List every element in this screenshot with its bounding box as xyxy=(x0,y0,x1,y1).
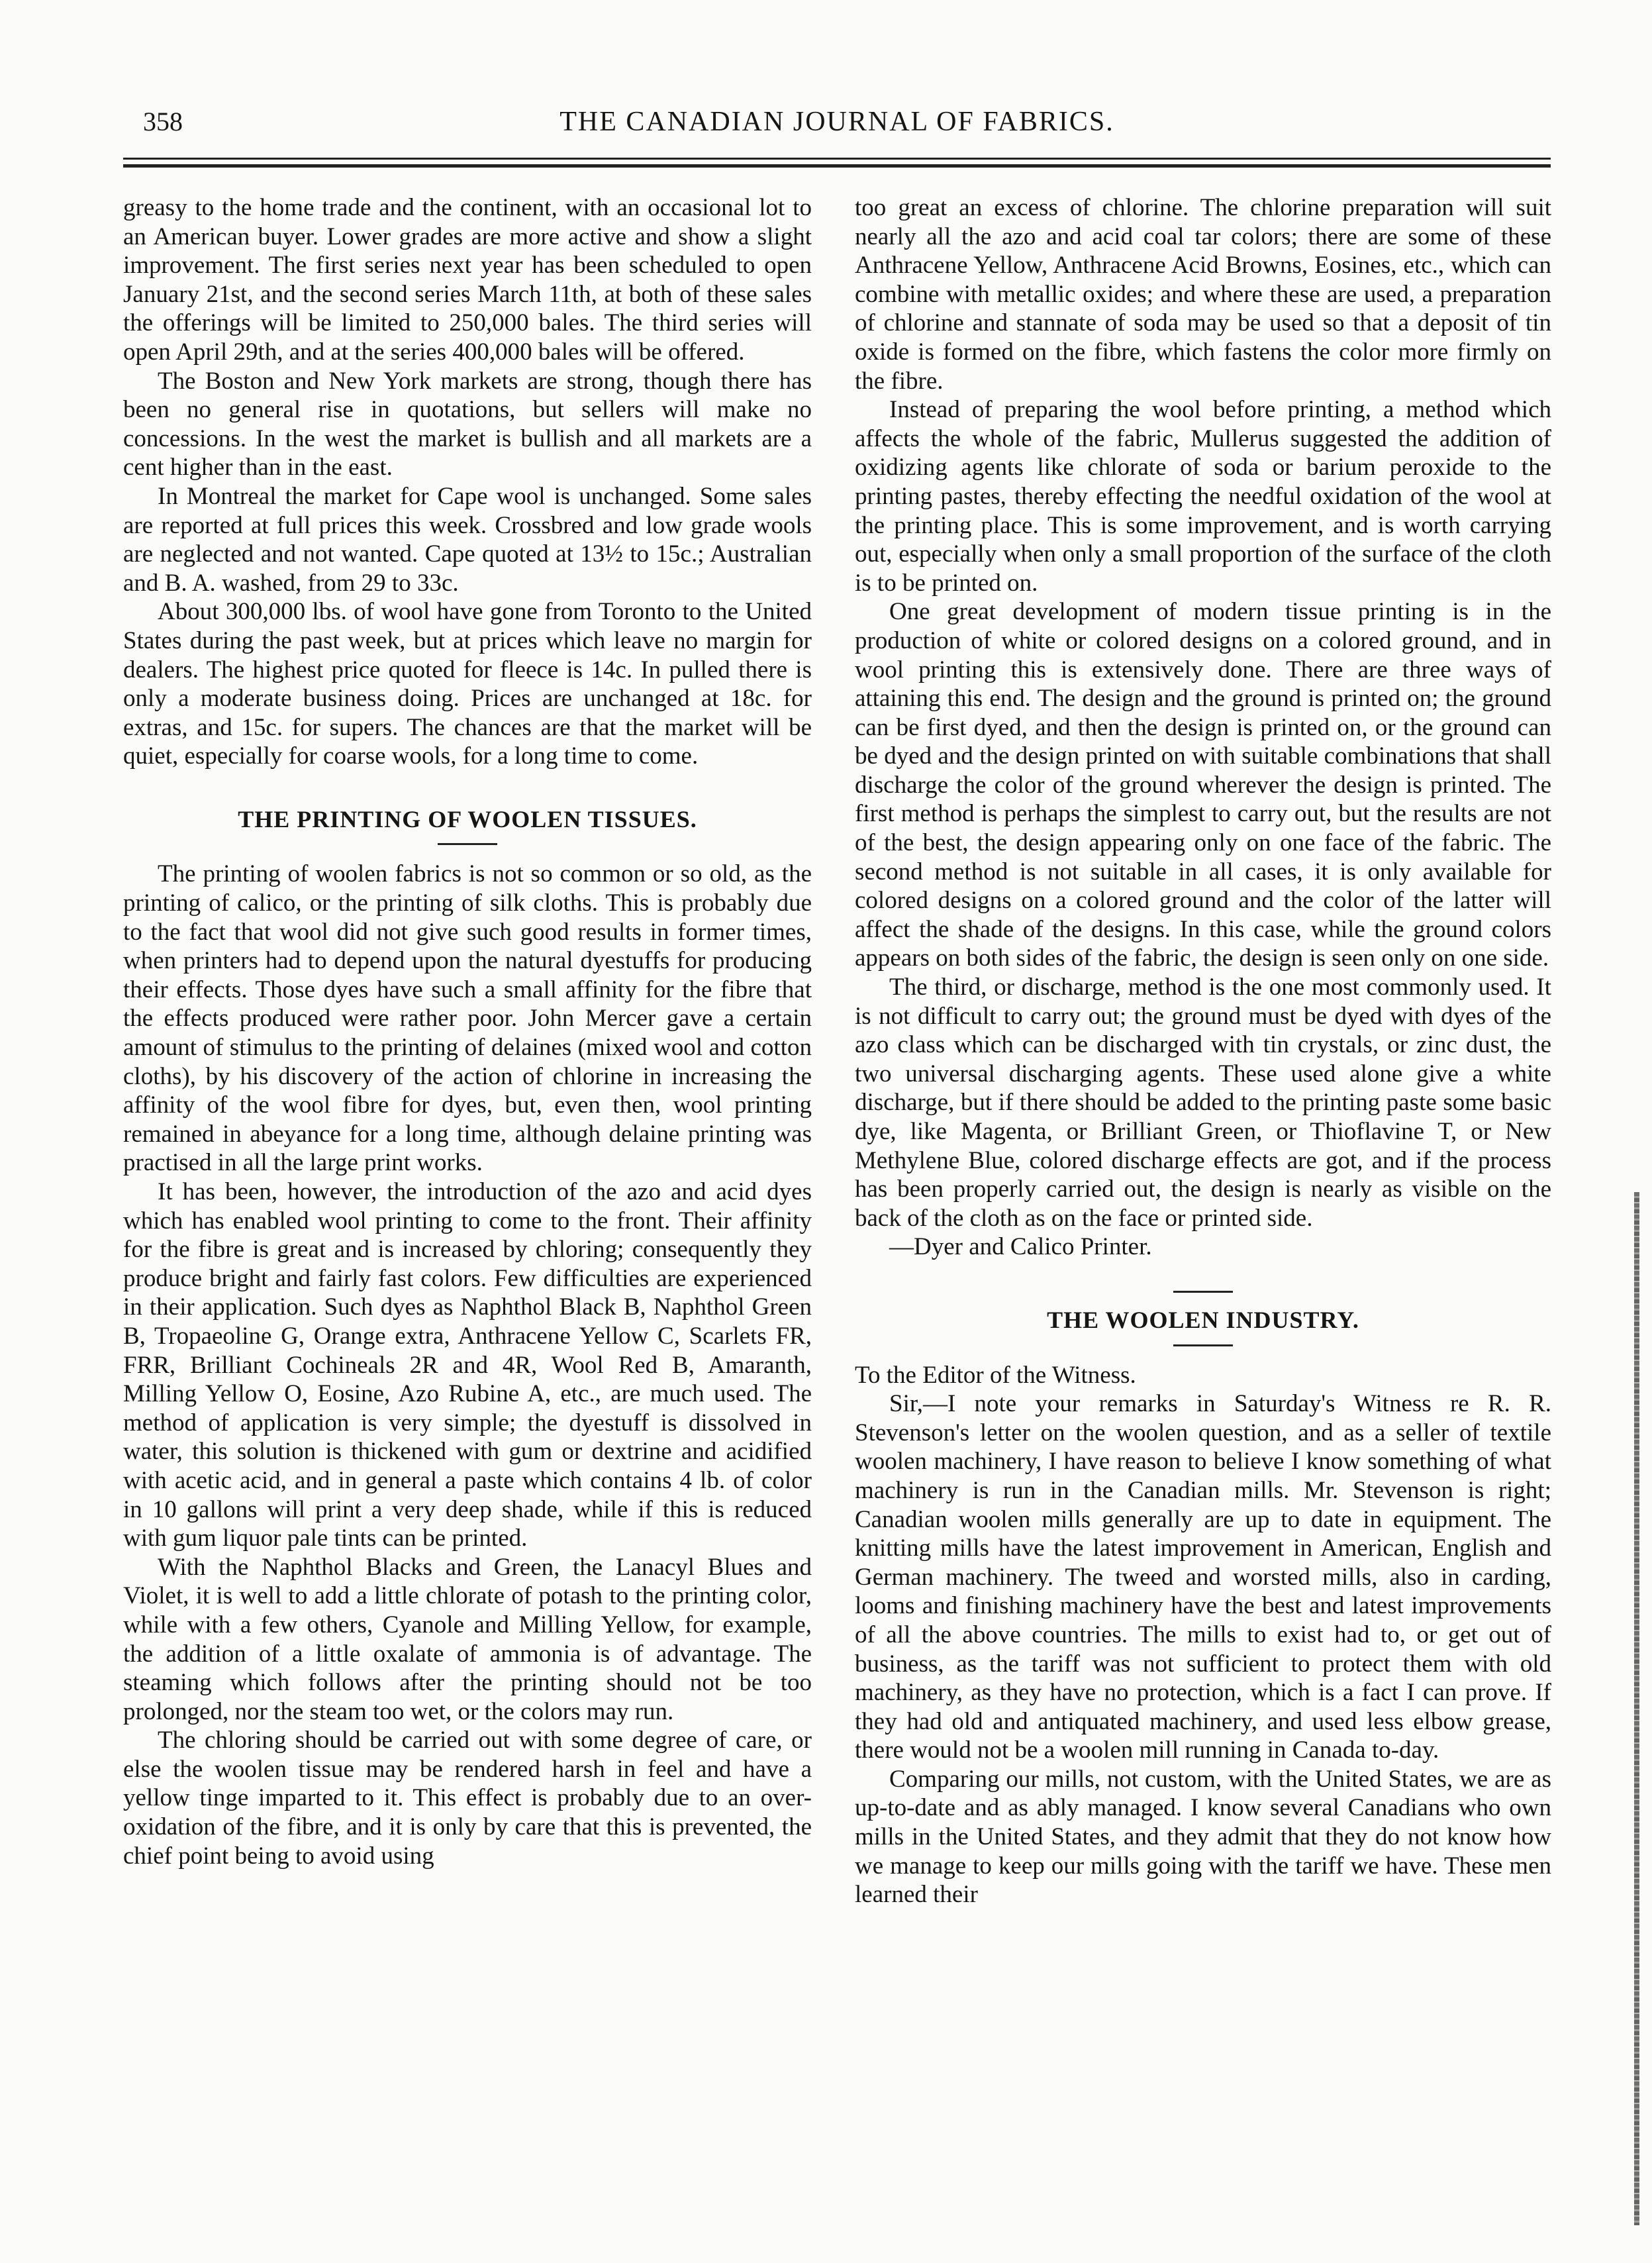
divider xyxy=(1173,1291,1233,1293)
article-heading: THE PRINTING OF WOOLEN TISSUES. xyxy=(238,805,697,832)
divider xyxy=(1173,1344,1233,1346)
salutation: To the Editor of the Witness. xyxy=(855,1361,1136,1389)
paragraph: Comparing our mills, not custom, with the United States, we are as up-to-date and as ably managed. I know several Canadians who own mills in the United States, and they admit that they do not know how we manage to keep our mills going with the tariff we have. These men learned their xyxy=(855,1765,1551,1909)
paragraph: In Montreal the market for Cape wool is unchanged. Some sales are reported at full prices this week. Crossbred and low grade wools are neglected and not wanted. Cape quoted at 13½ to 15c.; Australian and B. A. washed, from 29 to 33c. xyxy=(123,482,812,597)
header-rule-thick xyxy=(123,164,1551,168)
paragraph: The chloring should be carried out with some degree of care, or else the woolen tissue may be rendered harsh in feel and have a yellow tinge imparted to it. This effect is probably due to an over-oxidation of the fibre, and it is only by care that this is prevented, the chief point being to avoid using xyxy=(123,1727,812,1870)
paragraph: The Boston and New York markets are strong, though there has been no general rise in quotations, but sellers will make no concessions. In the west the market is bullish and all markets are a cent higher than in the east. xyxy=(123,367,812,481)
page-number: 358 xyxy=(143,107,183,136)
paragraph: The third, or discharge, method is the one most commonly used. It is not difficult to carry out; the ground must be dyed with dyes of the azo class which can be discharged with tin crystals, or zinc dust, the two universal discharging agents. These used alone give a white discharge, but if there should be added to the printing paste some basic dye, like Magenta, or Brilliant Green, or Thioflavine T, or New Methylene Blue, colored discharge effects are got, and if the process has been properly carried out, the design is nearly as visible on the back of the cloth as on the face or printed side. xyxy=(855,974,1551,1232)
paragraph: It has been, however, the introduction of the azo and acid dyes which has enabled wool printing to come to the front. Their affinity for the fibre is great and is increased by chloring; consequently they produce bright and fairly fast colors. Few difficulties are experienced in their application. Such dyes as Naphthol Black B, Naphthol Green B, Tropaeoline G, Orange extra, Anthracene Yellow C, Scarlets FR, FRR, Brilliant Cochineals 2R and 4R, Wool Red B, Amaranth, Milling Yellow O, Eosine, Azo Rubine A, etc., are much used. The method of application is very simple; the dyestuff is dissolved in water, this solution is thickened with gum or dextrine and acidified with acetic acid, and in general a paste which contains 4 lb. of color in 10 gallons will print a very deep shade, while if this is reduced with gum liquor pale tints can be printed. xyxy=(123,1178,812,1552)
attribution: —Dyer and Calico Printer. xyxy=(889,1233,1152,1261)
left-column xyxy=(123,193,812,1870)
paragraph: greasy to the home trade and the continent, with an occasional lot to an American buyer. Lower grades are more active and show a slight improvement. The first series next year has been scheduled to open January 21st, and the second series March 11th, at both of these sales the offerings will be limited to 250,000 bales. The third series will open April 29th, and at the series 400,000 bales will be offered. xyxy=(123,194,812,366)
paragraph: About 300,000 lbs. of wool have gone from Toronto to the United States during the past week, but at prices which leave no margin for dealers. The highest price quoted for fleece is 14c. In pulled there is only a moderate business doing. Prices are unchanged at 18c. for extras, and 15c. for supers. The chances are that the market will be quiet, especially for coarse wools, for a long time to come. xyxy=(123,598,812,770)
page-header xyxy=(123,106,1551,146)
paragraph: Instead of preparing the wool before printing, a method which affects the whole of the fabric, Mullerus suggested the addition of oxidizing agents like chlorate of soda or barium peroxide to the printing pastes, thereby effecting the needful oxidation of the wool at the printing place. This is some improvement, and is worth carrying out, especially when only a small proportion of the surface of the cloth is to be printed on. xyxy=(855,396,1551,597)
right-column xyxy=(855,193,1551,1909)
divider xyxy=(438,843,497,845)
article-heading: THE WOOLEN INDUSTRY. xyxy=(1047,1306,1359,1333)
paragraph: One great development of modern tissue printing is in the production of white or colored designs on a colored ground, and in wool printing this is extensively done. There are three ways of attaining this end. The design and the ground is printed on; the ground can be first dyed, and then the design is printed on, or the ground can be dyed and the design printed on with suitable combinations that shall discharge the color of the ground wherever the design is printed. The first method is perhaps the simplest to carry out, but the results are not of the best, the design appearing only on one face of the fabric. The second method is not suitable in all cases, it is only available for colored designs on a colored ground and the color of the latter will affect the shade of the designs. In this case, while the ground colors appears on both sides of the fabric, the design is seen only on one side. xyxy=(855,598,1551,972)
scan-edge-artifact xyxy=(1634,1192,1639,2225)
header-rule xyxy=(123,158,1551,160)
paragraph: The printing of woolen fabrics is not so common or so old, as the printing of calico, or the printing of silk cloths. This is probably due to the fact that wool did not give such good results in former times, when printers had to depend upon the natural dyestuffs for producing their effects. Those dyes have such a small affinity for the fibre that the effects produced were rather poor. John Mercer gave a certain amount of stimulus to the printing of delaines (mixed wool and cotton cloths), by his discovery of the action of chlorine in increasing the affinity of the wool fibre for dyes, but, even then, wool printing remained in abeyance for a long time, although delaine printing was practised in all the large print works. xyxy=(123,860,812,1177)
paragraph: too great an excess of chlorine. The chlorine preparation will suit nearly all the azo and acid coal tar colors; there are some of these Anthracene Yellow, Anthracene Acid Browns, Eosines, etc., which can combine with metallic oxides; and where these are used, a preparation of chlorine and stannate of soda may be used so that a deposit of tin oxide is formed on the fibre, which fastens the color more firmly on the fibre. xyxy=(855,194,1551,395)
paragraph: With the Naphthol Blacks and Green, the Lanacyl Blues and Violet, it is well to add a little chlorate of potash to the printing color, while with a few others, Cyanole and Milling Yellow, for example, the addition of a little oxalate of ammonia is of advantage. The steaming which follows after the printing should not be too prolonged, nor the steam too wet, or the colors may run. xyxy=(123,1553,812,1725)
paragraph: Sir,—I note your remarks in Saturday's Witness re R. R. Stevenson's letter on the woolen question, and as a seller of textile woolen machinery, I have reason to believe I know something of what machinery is run in the Canadian mills. Mr. Stevenson is right; Canadian woolen mills generally are up to date in equipment. The knitting mills have the latest improvement in American, English and German machinery. The tweed and worsted mills, also in carding, looms and finishing machinery have the best and latest improvements of all the above countries. The mills to exist had to, or get out of business, as the tariff was not sufficient to protect them with old machinery, as they have no protection, which is a fact I can prove. If they had old and antiquated machinery, and used less elbow grease, there would not be a woolen mill running in Canada to-day. xyxy=(855,1390,1551,1764)
journal-title: THE CANADIAN JOURNAL OF FABRICS. xyxy=(559,107,1114,137)
